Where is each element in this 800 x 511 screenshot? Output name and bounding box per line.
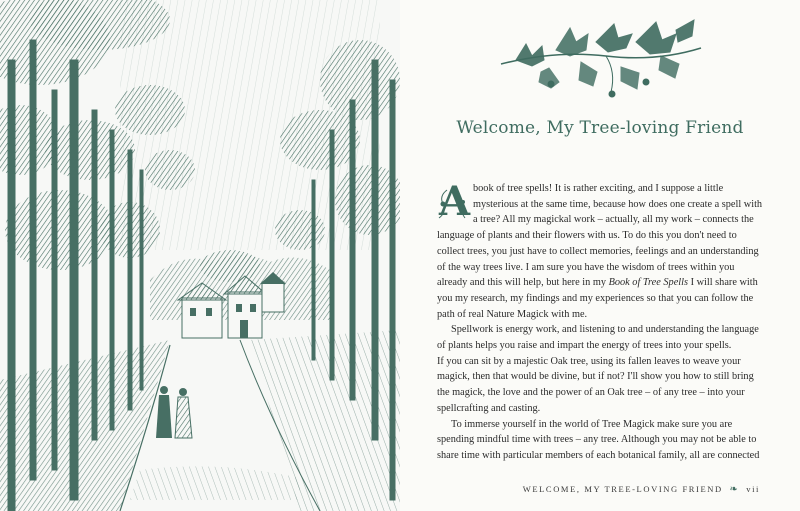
drop-cap <box>437 178 471 225</box>
paragraph <box>437 178 763 322</box>
paragraph-text: To immerse yourself in the world of Tree Magick make sure you are spending mindful time with trees – any tree. Although you may not be able to share time with particular members of each botanical family, all are connected <box>437 418 760 461</box>
running-head: WELCOME, MY TREE-LOVING FRIEND <box>522 484 723 494</box>
strolling-figures <box>156 386 192 438</box>
running-footer <box>523 484 760 495</box>
page-number: vii <box>746 484 760 494</box>
paragraph-text: book of tree spells! It is rather exciting, and I suppose a little mysterious at the same time, because how does one create a spell with a tree? All my magickal work – actually, all my work – connects the language of plants and their flowers with us. To do this you don't need to collect trees, you just have to collect memories, feelings and an understanding of the way trees live. I am sure you have the wisdom of trees within you already and this will help, but here in my <box>437 183 763 289</box>
text-page <box>400 0 800 511</box>
paragraph-text: I will share with you my research, my findings and my experiences so that you can follow the path of real Nature Magick with me. <box>437 277 758 320</box>
body-text <box>437 178 763 464</box>
chapter-title: Welcome, My Tree-loving Friend <box>456 118 744 138</box>
holly-sprig-icon <box>496 12 706 104</box>
paragraph <box>437 354 763 417</box>
paragraph-text: Spellwork is energy work, and listening to and understanding the language of plants helps you raise and impart the energy of trees into your spells. <box>437 324 759 352</box>
drop-cap-letter: A <box>439 178 471 225</box>
leaf-fleuron-icon: ❧ <box>729 484 740 495</box>
paragraph <box>437 417 763 464</box>
paragraph-text: If you can sit by a majestic Oak tree, using its fallen leaves to weave your magick, then that would be divine, but if not? I'll show you how to still bring the magick, the love and the power of an Oak tree – of any tree – into your spellcrafting and casting. <box>437 355 754 414</box>
ground-shadow <box>130 466 300 500</box>
paragraph <box>437 322 763 353</box>
book-title-italic: Book of Tree Spells <box>608 277 688 289</box>
